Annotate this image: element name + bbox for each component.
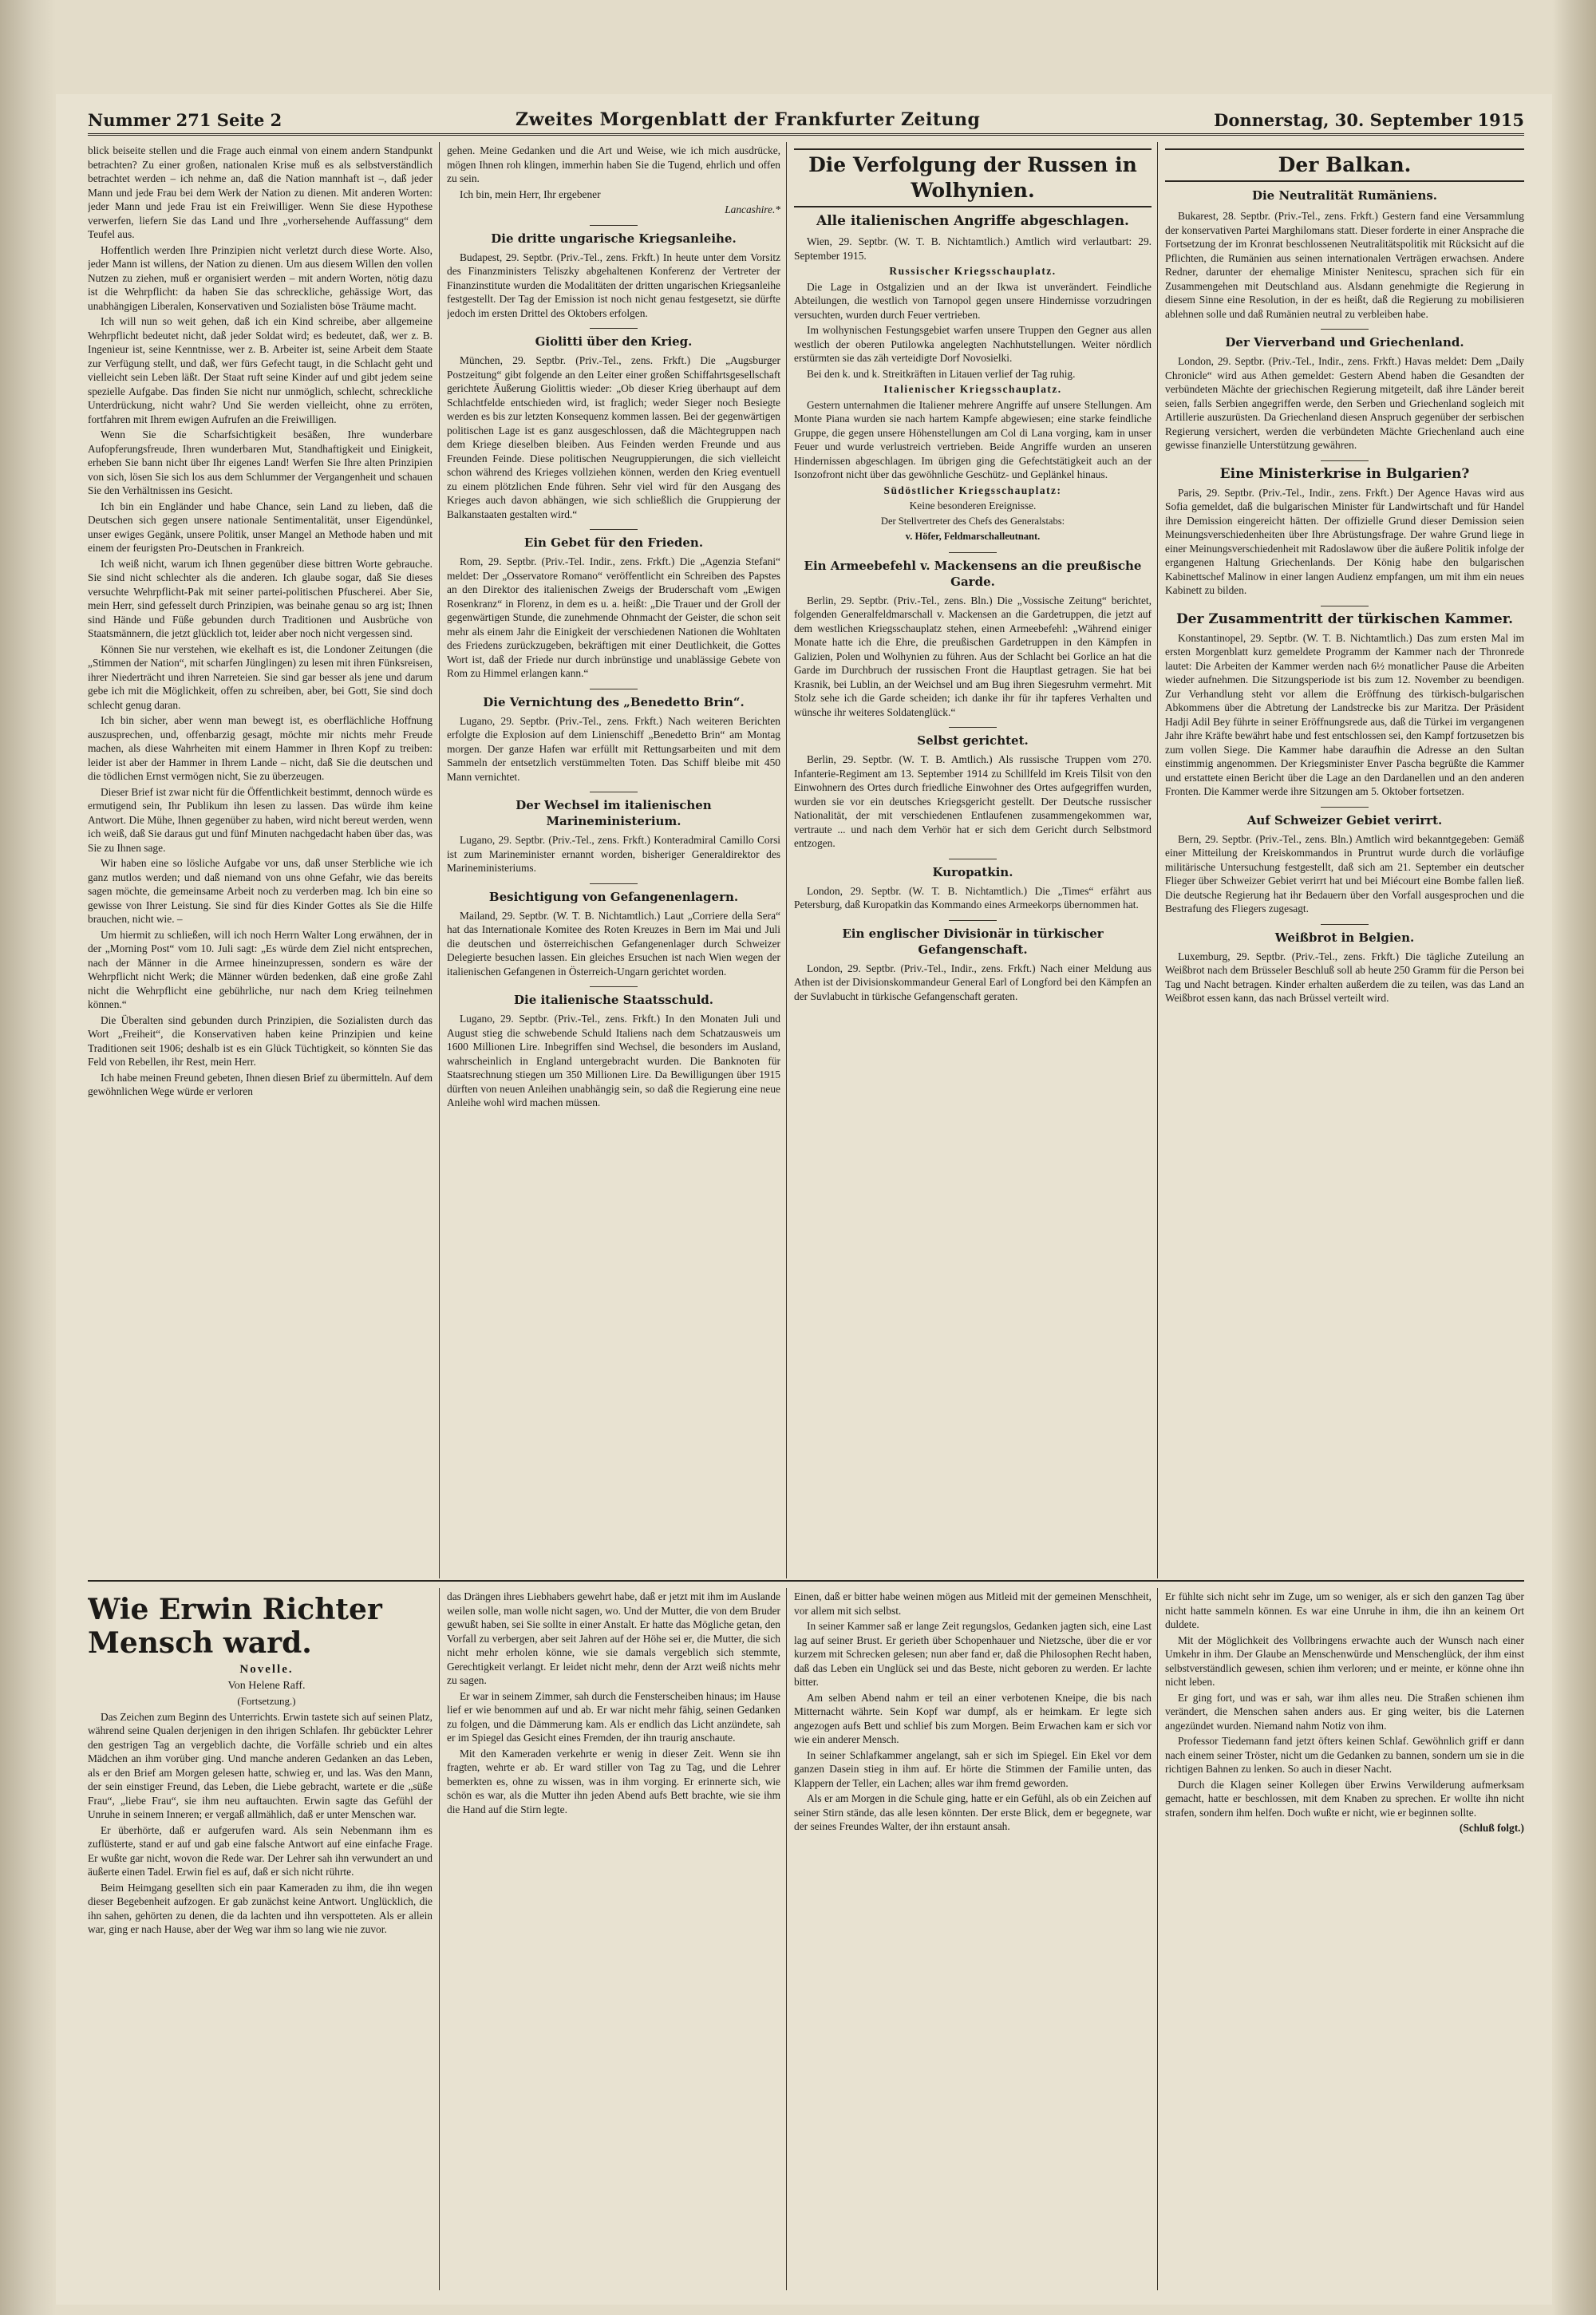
story-paragraph: Durch die Klagen seiner Kollegen über Erwins Verwilderung aufmerksam gemacht, hatte er beschlossen, mit dem Knaben zu sprechen. Er wollte ihn nicht strafen, sondern ihm helfen. Doch wußte er nicht, wie er beginnen sollte. <box>1165 1778 1524 1819</box>
section-label: Italienischer Kriegsschauplatz. <box>883 383 1062 395</box>
column-rule <box>439 1588 440 2290</box>
headline-naval-ministry: Der Wechsel im italienischen Marineministerium. <box>447 792 780 829</box>
column-3 <box>794 144 1152 1576</box>
article-paragraph: Lugano, 29. Septbr. (Priv.-Tel., zens. Frkft.) Konteradmiral Camillo Corsi ist zum Marineminister ernannt worden, bisheriger Generaldirektor des Marineministeriums. <box>447 834 780 874</box>
article-paragraph: Ich bin ein Engländer und habe Chance, sein Land zu lieben, daß die Deutschen sich gegen unsere nationale Sentimentalität, unser Eigendünkel, unser ewiges Gegänk, unsere Politik, unser Mangel an Methode haben und mit einem der feurigsten Pro-Deutschen in Frankreich. <box>88 500 433 554</box>
feuilleton-title: Wie Erwin Richter Mensch ward. <box>88 1593 382 1660</box>
story-paragraph: Am selben Abend nahm er teil an einer verbotenen Kneipe, die bis nach Mitternacht währte. Sein Kopf war dumpf, als er heimkam. Er legte sich angezogen aufs Bett und schlief bis zum Morgen. Beim Erwachen kam er sich vor wie ein anderer Mensch. <box>794 1691 1152 1745</box>
story-paragraph: Mit den Kameraden verkehrte er wenig in dieser Zeit. Wenn sie ihn fragten, wehrte er ab. Er ward stiller von Tag zu Tag, und die Lehrer bemerkten es, ohne zu wissen, was in ihm vorging. Er erinnerte sich, wie schön es war, als die Mutter ihn jeden Abend aufs Bett brachte, wie sie ihm die Hand auf die Stirn legte. <box>447 1747 780 1815</box>
story-paragraph: Er war in seinem Zimmer, sah durch die Fensterscheiben hinaus; im Hause lief er wie benommen auf und ab. Er war nicht mehr fähig, seinen Gedanken zu folgen, und die Dämmerung kam. Als er endlich das Licht anzündete, sah er im Spiegel das Gesicht eines Fremden, der ihn traurig anschaute. <box>447 1689 780 1744</box>
article-paragraph: Um hiermit zu schließen, will ich noch Herrn Walter Long erwähnen, der in der „Morning Post“ vom 10. Juli sagt: „Es würde dem Ziel nicht entsprechen, nach der Männer in die Armee hineinzupressen, sondern es wäre der Wehrpflicht nicht Werk; die Männer würden bedenken, daß eine große Zahl nicht die Wehrpflicht eine gebührliche, nur nach dem Krieg teilnehmen können.“ <box>88 928 433 1010</box>
section-label: Russischer Kriegsschauplatz. <box>889 265 1057 277</box>
story-paragraph: das Drängen ihres Liebhabers gewehrt habe, daß er jetzt mit ihm im Auslande weilen solle, man wolle nicht sagen, wo. Und der Mutter, die von dem Bruder gewußt haben, sei Sie sollte in einer Anstalt. Er hatte das Mögliche getan, den Vorfall zu verbergen, aber seit Jahren auf der Höhe sei er, die Mutter, die sich nicht mehr erholen könne, wie sie damals vergeblich sich stemmte, Gerechtigkeit verlangt. Er leidet nicht mehr, denn der Arzt weiß nichts mehr zu sagen. <box>447 1590 780 1686</box>
column-4 <box>1165 144 1524 1576</box>
headline-wolhynien: Die Verfolgung der Russen in Wolhynien. <box>794 148 1152 207</box>
article-paragraph: Wenn Sie die Scharfsichtigkeit besäßen, Ihre wunderbare Aufopferungsfreude, Ihren wunderbaren Mut, Standhaftigkeit und Einigkeit, erheben Sie bann nicht über Ihr eigenes Land! Werfen Sie Ihre alten Prinzipien von sich, lösen Sie sich los aus dem Schlummer der Vergangenheit und schauen Sie den Verhältnissen ins Gesicht. <box>88 429 433 496</box>
column-rule <box>786 142 787 1578</box>
signature-line: Der Stellvertreter des Chefs des Generalstabs: <box>880 515 1065 527</box>
article-paragraph: Wir haben eine so lösliche Aufgabe vor uns, daß unser Sterbliche wie ich ganz mutlos werden; und daß niemand von uns ohne Gefahr, wie das bereits sagen möchte, die gemeinsame Arbeit noch zu verderben mag. Ich bin eine so gewisse von Ihrer Leistung. Sie sind für dies Kinder Gottes als Sie die Hilfe brauchen, nicht wie. – <box>88 857 433 925</box>
column-rule <box>1157 1588 1158 2290</box>
article-paragraph: Können Sie nur verstehen, wie ekelhaft es ist, die Londoner Zeitungen (die „Stimmen der Nation“, mit scharfen Jünglingen) zu lesen mit ihren Fünksreisen, ihrer Niederträcht und ihren Narreteien. Sie sind gar besser als jene und darum gebe ich mit die Möglichkeit, offen zu schreiben, aber, bei Gott, Sie sind doch schlecht genug daran. <box>88 642 433 711</box>
headline-kuropatkin: Kuropatkin. <box>794 859 1152 880</box>
issue-date: Donnerstag, 30. September 1915 <box>1214 110 1524 130</box>
story-paragraph: Er überhörte, daß er aufgerufen ward. Als sein Nebenmann ihm es zuflüsterte, stand er auf und gab eine falsche Antwort auf eine einfache Frage. Er wußte gar nicht, wovon die Rede war. Der Lehrer sah ihn verwundert an und äußerte einen Tadel. Erwin fiel es auf, daß er sich nicht rührte. <box>88 1823 433 1878</box>
headline-prayer: Ein Gebet für den Frieden. <box>447 529 780 551</box>
story-paragraph: Einen, daß er bitter habe weinen mögen aus Mitleid mit der gemeinen Menschheit, vor allem mit sich selbst. <box>794 1590 1152 1617</box>
subheadline-italian-attacks: Alle italienischen Angriffe abgeschlagen. <box>816 213 1129 229</box>
article-paragraph: Berlin, 29. Septbr. (W. T. B. Amtlich.) Als russische Truppen vom 270. Infanterie-Regiment am 13. September 1914 zu Schillfeld im Kreis Tilsit von den Einwohnern des Ortes durch friedliche Einwohner des Ortes aufgegriffen wurden, wurden sie vor ein deutsches Kriegsgericht gestellt. Der Deutsche russischer Nationalität, der mit verschiedenen Entlaufenen zusammengekommen war, vertraute ... und nach dem Verhör hat er sich dem Gericht durch Selbstmord entzogen. <box>794 753 1152 849</box>
column-2 <box>447 144 780 1576</box>
article-paragraph: Im wolhynischen Festungsgebiet warfen unsere Truppen den Gegner aus allen westlich der oberen Putilowka angelegten Nachhutstellungen. Weiter nördlich erstürmten sie das zäh verteidigte Dorf Novosielki. <box>794 324 1152 364</box>
story-paragraph: Professor Tiedemann fand jetzt öfters keinen Schlaf. Gewöhnlich griff er dann nach einem seiner Tröster, nicht um die Gedanken zu bannen, sondern um sie in die richtigen Bahnen zu lenken. So auch in dieser Nacht. <box>1165 1735 1524 1775</box>
story-paragraph: Das Zeichen zum Beginn des Unterrichts. Erwin tastete sich auf seinen Platz, während seine Qualen derjenigen in den ihrigen Schlafen. Ihr gebückter Lehrer den gestrigen Tag an vergeblich dachte, die Vorfälle schrieb und ein altes Mädchen an ihm vorüber ging. Und manche anderen Gedanken an das Leben, als er den Brief am Morgen gelesen hatte, schwieg er, und las. Was den Mann, der sein einstiger Freund, das Leben, die Liebe gebracht, wartete er die „süße Frau“, „liebe Frau“, sie ihm neu auftauchten. Erwin sagte das Gefühl der Unruhe in seinem Inneren; er vergaß allmählich, daß er unter Menschen war. <box>88 1710 433 1820</box>
column-1 <box>88 144 433 1576</box>
article-paragraph: London, 29. Septbr. (W. T. B. Nichtamtlich.) Die „Times“ erfährt aus Petersburg, daß Kuropatkin das Kommando eines Armeekorps übernommen hat. <box>794 884 1152 911</box>
feuilleton-column-3 <box>794 1590 1152 2292</box>
to-be-continued: (Schluß folgt.) <box>1459 1822 1524 1834</box>
masthead <box>88 109 1524 136</box>
article-paragraph: Lugano, 29. Septbr. (Priv.-Tel., zens. Frkft.) In den Monaten Juli und August stieg die schwebende Schuld Italiens nach dem Schatzausweis um 1600 Millionen Lire. Inbegriffen sind Wechsel, die besonders im Ausland, wahrscheinlich in England untergebracht wurden. Die Banknoten für Staatsrechnung stiegen um 350 Millionen Lire. Da Bewilligungen über 1915 dürften von neuen Anleihen unabhängig sein, so daß die Regierung eine neue Anleihe wohl wird machen müssen. <box>447 1013 780 1108</box>
article-paragraph: Die Lage in Ostgalizien und an der Ikwa ist unverändert. Feindliche Abteilungen, die westlich von Tarnopol gegen unsere Hindernisse vorzudringen versuchten, wurden durch Feuer vertrieben. <box>794 280 1152 321</box>
feuilleton-divider <box>88 1580 1524 1582</box>
article-paragraph: Konstantinopel, 29. Septbr. (W. T. B. Nichtamtlich.) Das zum ersten Mal im ersten Morgenblatt kurz gemeldete Programm der Kammer nach der Thronrede lautet: Die Arbeiten der Kammer werden nach 6½ monatlicher Pause die Arbeiten wieder aufnehmen. Die Sitzungsperiode ist bis zum 12. November zu beendigen. Zur Verhandlung steht vor allem die Eröffnung des türkisch-bulgarischen Abkommens über die Abtretung der Landstrecke bis zur Maritza. Der Präsident Hadji Adil Bey führte in seiner Eröffnungsrede aus, daß die Türkei im vergangenen Jahr ihre Kräfte bewährt habe und fest entschlossen sei, den Kampf fortzusetzen bis zum vollen Siege. Die Kammer habe daraufhin die Adresse an den Sultan einstimmig angenommen. Der Kriegsminister Enver Pascha begrüßte die Kammer und erstattete einen Bericht über die Lage an den Dardanellen und an den anderen Fronten. Die Kammer werde ihre Sitzungen am 5. Oktober fortsetzen. <box>1165 631 1524 797</box>
section-label: Südöstlicher Kriegsschauplatz: <box>883 484 1062 496</box>
signature-line: v. Höfer, Feldmarschalleutnant. <box>905 531 1041 542</box>
article-paragraph: Rom, 29. Septbr. (Priv.-Tel. Indir., zens. Frkft.) Die „Agenzia Stefani“ meldet: Der „Osservatore Romano“ veröffentlicht ein Schreiben des Papstes an den Direktor des italienischen Zweigs der Bruderschaft vom „Ewigen Rosenkranz“ in Florenz, in dem es u. a. heißt: „Die Trauer und der Groll der gegenwärtigen Stunde, die zunehmende Ohnmacht der Geister, die schon seit mehr als einem Jahr die Einigkeit der verschiedenen Nationen die Wohltaten des Friedens zurückzugeben, bekräftigen mit einer Deutlichkeit, die Gottes Wort ist, daß der Friede nur durch inbrünstige und unablässige Gebete von Rom zu Himmel erlangen kann.“ <box>447 555 780 679</box>
headline-giolitti: Giolitti über den Krieg. <box>447 328 780 350</box>
story-paragraph: In seiner Kammer saß er lange Zeit regungslos, Gedanken jagten sich, eine Last lag auf seiner Brust. Er gerieth über Schopenhauer und Nietzsche, über die er vor kurzem mit Schrecken gelesen; nun aber fand er, daß die Philosophen Recht haben, daß das Leben ein Unglück sei und das Beste, nicht geboren zu werden. Er lachte bitter. <box>794 1620 1152 1688</box>
article-paragraph: Ich bin sicher, aber wenn man bewegt ist, es oberflächliche Hoffnung auszusprechen, und, offenbarzig gesagt, möchte mir nichts mehr Freude machen, als diese Wahrheiten mit einem Hammer in Ihren Kopf zu treiben: leider ist aber der Hammer in Ihrem Lande – nicht, daß Sie die deutschen und die tödlichen Ernst vermögen nicht, Sie zu überzeugen. <box>88 714 433 782</box>
feuilleton-column-2 <box>447 1590 780 2292</box>
article-paragraph: Ich habe meinen Freund gebeten, Ihnen diesen Brief zu übermitteln. Auf dem gewöhnlichen Wege würde er verloren <box>88 1071 433 1097</box>
article-paragraph: Wien, 29. Septbr. (W. T. B. Nichtamtlich.) Amtlich wird verlautbart: 29. September 1915. <box>794 235 1152 262</box>
page-edge-shadow <box>1552 0 1596 2315</box>
story-paragraph: Mit der Möglichkeit des Vollbringens erwachte auch der Wunsch nach einer Umkehr in ihm. Der Glaube an Menschenwürde und Menschenglück, der ihm einst selbstverständlich gewesen, schien ihm verloren; und er meinte, er könne ohne ihn nicht leben. <box>1165 1634 1524 1688</box>
headline-english-divisional: Ein englischer Divisionär in türkischer Gefangenschaft. <box>794 920 1152 958</box>
headline-bulgaria: Eine Ministerkrise in Bulgarien? <box>1165 460 1524 482</box>
headline-benedetto-brin: Die Vernichtung des „Benedetto Brin“. <box>447 689 780 710</box>
article-paragraph: Berlin, 29. Septbr. (Priv.-Tel., zens. Bln.) Die „Vossische Zeitung“ berichtet, folgenden Generalfeldmarschall v. Mackensen an die Gardetruppen, die jetzt auf dem westlichen Kriegsschauplatz stehen, einen Armeebefehl: „Während einiger Monate hatte ich die Ehre, die preußischen Gardetruppen in den Kämpfen in Galizien, Polen und Wolhynien zu führen. Aus der Schlacht bei Gorlice an hat die Garde im Durchbruch der russischen Front die Hauptlast getragen. Sie hat bei Krasnik, bei Lublin, an der Weichsel und am Bug ihren Siegesruhm vermehrt. Mit Stolz sehe ich die Garde scheiden; ich danke ihr für ihr tapferes Verhalten und wünsche ihr weiteres Soldatenglück.“ <box>794 594 1152 718</box>
article-paragraph: Dieser Brief ist zwar nicht für die Öffentlichkeit bestimmt, dennoch würde es ermutigend sein, Ihr Publikum ihn lesen zu lassen. Das würde ihm keine Antwort. Die Mühe, Ihnen gegenüber zu haben, wird nicht bereut werden, wenn ich weiß, daß Sie daraus gut und fünf Minuten nachgedacht haben über das, was Sie zu Ihnen sage. <box>88 785 433 854</box>
story-paragraph: Er fühlte sich nicht sehr im Zuge, um so weniger, als er sich den ganzen Tag über nicht hatte sammeln können. Es war eine Unruhe in ihm, die ihn an keinem Ort duldete. <box>1165 1590 1524 1630</box>
issue-number: Nummer 271 Seite 2 <box>88 110 282 130</box>
column-rule <box>786 1588 787 2290</box>
article-paragraph: Die Überalten sind gebunden durch Prinzipien, die Sozialisten durch das Wort „Freiheit“, die Konservativen haben keine Prinzipien und keine Traditionen seit 1906; deshalb ist es ein Glück Tüchtigkeit, so könnten Sie das Feld von Rebellen, ihr Rest, mein Herr. <box>88 1013 433 1068</box>
article-paragraph: Mailand, 29. Septbr. (W. T. B. Nichtamtlich.) Laut „Corriere della Sera“ hat das Internationale Komitee des Roten Kreuzes in Bern im Mai und Juli die deutschen und österreichischen Gefangenenlager durch Schweizer Delegierte besuchen lassen. Ein gleiches Ersuchen ist nach Wien wegen der italienischen Gefangenen in Österreich-Ungarn gerichtet worden. <box>447 909 780 978</box>
headline-swiss: Auf Schweizer Gebiet verirrt. <box>1165 807 1524 828</box>
article-paragraph: blick beiseite stellen und die Frage auch einmal von einem andern Standpunkt betrachten? Zu einer großen, nationalen Krise muß es als selbstverständlich betrachtet werden – ich nehme an, daß die Nation mannhaft ist –, daß jeder Mann und jede Frau bei dem Werk der Nation zu dienen. Mit anderen Worten: jeder Mann und jede Frau ist ein Freiwilliger. Wenn Sie diese Hypothese verwerfen, liefern Sie das Land und Ihre „vorhersehende Auffassung“ dem Teufel aus. <box>88 144 433 240</box>
article-paragraph: London, 29. Septbr. (Priv.-Tel., Indir., zens. Frkft.) Havas meldet: Dem „Daily Chronicle“ wird aus Athen gemeldet: Gestern Abend haben die Gesandten der verbündeten Mächte der griechischen Regierung mitgeteilt, daß ihre Länder bereit seien, falls Serbien angegriffen werde, den Serben und Griechenland sogleich mit Artillerie auszurüsten. Da Griechenland diesen Anspruch gegenüber der serbischen Regierung versichert, werden die verbündeten Mächte Griechenland auch eine gewisse finanzielle Unterstützung gewähren. <box>1165 355 1524 451</box>
letter-signature: Lancashire.* <box>725 203 780 215</box>
feuilleton-continued: (Fortsetzung.) <box>237 1695 296 1707</box>
story-paragraph: Als er am Morgen in die Schule ging, hatte er ein Gefühl, als ob ein Zeichen auf seiner Stirn stände, das alle lesen könnten. Der erste Blick, dem er begegnete, war der seines Freundes Walter, der ihn erstaunt ansah. <box>794 1792 1152 1832</box>
headline-white-bread: Weißbrot in Belgien. <box>1165 924 1524 946</box>
headline-state-debt: Die italienische Staatsschuld. <box>447 986 780 1008</box>
feuilleton-author: Von Helene Raff. <box>227 1679 306 1692</box>
subheadline-romania: Die Neutralität Rumäniens. <box>1251 188 1438 203</box>
article-paragraph: Ich weiß nicht, warum ich Ihnen gegenüber diese bittren Worte gebrauche. Sie sind nicht schlechter als die anderen. Ich glaube sogar, daß Sie dieses versuchte Wehrpflicht-Pak mit seiner partei-politischen Pfuscherei. Aber Sie, mein Herr, sind gefesselt durch Prinzipien, was beinahe genau so arg ist; Ihnen sind Hände und Füße gebunden durch Traditionen und Ausbrüche von Staatsmännern, die jetzt glücklich tot, leider aber noch nicht vergessen sind. <box>88 557 433 639</box>
headline-war-loan: Die dritte ungarische Kriegsanleihe. <box>447 225 780 247</box>
article-paragraph: Gestern unternahmen die Italiener mehrere Angriffe auf unsere Stellungen. Am Monte Piana wurden sie nach hartem Kampfe abgewiesen; eine starke feindliche Gruppe, die gegen unsere Höhenstellungen am Col di Lana vorging, kam in unser Feuer und wurde verlustreich vertrieben. Beide Angriffe wurden an unseren Hindernissen abgeschlagen. Im übrigen ging die Gefechtstätigkeit auch an der Isonzofront nicht über das gewöhnliche Geschütz- und Geplänkel hinaus. <box>794 398 1152 480</box>
edition-title: Zweites Morgenblatt der Frankfurter Zeitung <box>516 109 981 130</box>
headline-prison-camps: Besichtigung von Gefangenenlagern. <box>447 883 780 905</box>
article-paragraph: München, 29. Septbr. (Priv.-Tel., zens. Frkft.) Die „Augsburger Postzeitung“ gibt folgende an den Leiter einer großen Schiffahrtsgesellschaft gerichtete Äußerung Giolittis wieder: „Ob dieser Krieg überhaupt auf dem Schlachtfelde entschieden wird, ist fraglich; weder Sieger noch Besiegte werden es bis zur letzten Konsequenz kommen lassen. Bei der gegenwärtigen politischen Lage ist es ganz ausgeschlossen, daß die Mächtegruppen nach dem Kriege dieselben bleiben. Aus Feinden werden Freunde und aus Freunden Feinde. Diese politischen Neugruppierungen, die sich vielleicht schon während des Krieges vollziehen können, werden den Krieg eventuell zu einem plötzlichen Ende führen. Sehr viel wird für den Ausgang des Krieges auch davon abhängen, wie sich schließlich die Gruppierung der Balkanstaaten gestalten wird.“ <box>447 354 780 520</box>
page-binding-shadow <box>0 0 56 2315</box>
article-paragraph: gehen. Meine Gedanken und die Art und Weise, wie ich mich ausdrücke, mögen Ihnen roh klingen, immerhin haben Sie die Tugend, ehrlich und offen zu sein. <box>447 144 780 184</box>
article-paragraph: Ich will nun so weit gehen, daß ich ein Kind schreibe, aber allgemeine Wehrpflicht bedeutet nicht, daß jeder Soldat wird; es bedeutet, daß, wer z. B. Ingenieur ist, seine Kenntnisse, wer z. B. Arbeiter ist, seine Arbeit dem Staate zur Verfügung stellt, und daß, wer fürs Gefecht taugt, in die Schlacht geht und vielleicht sein Leben läßt. Der Staat ruft seine Kinder auf und gibt jedem seine spezielle Aufgabe. Das finden Sie nicht nur unmöglich, schlecht, schreckliche Unterdrückung, nicht wahr? Und Sie werden vielleicht, ohne zu erröten, fortfahren mit Ihrem ewigen Aufrufen an die Freiwilligen. <box>88 315 433 425</box>
headline-turkish-chamber: Der Zusammentritt der türkischen Kammer. <box>1165 606 1524 627</box>
article-paragraph: Bukarest, 28. Septbr. (Priv.-Tel., zens. Frkft.) Gestern fand eine Versammlung der konservativen Partei Marghilomans statt. Dieser forderte in einer Ansprache die Fortsetzung der im Kronrat beschlossenen Neutralitätspolitik mit Rücksicht auf die Pflichten, die Rumänien aus seinen internationalen Verträgen erwachsen. Andere Redner, darunter der ehemalige Minister Nenitescu, sprachen sich für ein Zusammengehen mit Deutschland aus. Alsdann genehmigte die Regierung in diesem Sinne eine Resolution, in der es heißt, daß die Regierung zu mobilisieren ablehnen solle und daß Rumänien neutral zu verbleiben habe. <box>1165 210 1524 320</box>
article-paragraph: Ich bin, mein Herr, Ihr ergebener <box>460 188 601 200</box>
article-paragraph: Keine besonderen Ereignisse. <box>909 500 1037 512</box>
column-rule <box>1157 142 1158 1578</box>
article-paragraph: Paris, 29. Septbr. (Priv.-Tel., Indir., zens. Frkft.) Der Agence Havas wird aus Sofia gemeldet, daß die bulgarischen Minister für Landwirtschaft und für Handel ihre Demission eingereicht hätten. Der offizielle Grund dieser Demission seien Meinungsverschiedenheiten über Ihre Abrüstungsfrage. Der wahre Grund liege in einer Meinungsverschiedenheit mit Radoslawow über die äußere Politik infolge der ergangenen Haltung Griechenlands. Der König habe den bulgarischen Kabinettschef Malinow in einer langen Audienz empfangen, um mit ihm ein neues Kabinett zu bilden. <box>1165 486 1524 596</box>
article-paragraph: Lugano, 29. Septbr. (Priv.-Tel., zens. Frkft.) Nach weiteren Berichten erfolgte die Explosion auf dem Linienschiff „Benedetto Brin“ am Montag morgen. Der ganze Hafen war erfüllt mit Rettungsarbeiten und mit dem Sammeln der entsetzlich verstümmelten Toten. Das Schiff bleibe mit 450 Mann vernichtet. <box>447 714 780 783</box>
article-paragraph: Luxemburg, 29. Septbr. (Priv.-Tel., zens. Frkft.) Die tägliche Zuteilung an Weißbrot nach dem Brüsseler Beschluß soll ab heute 250 Gramm für die Person bei Tag und Nacht betragen. Kinder erhalten außerdem die zu teilen, was das Land an Weißbrot essen kann, das nach Brüssel verteilt wird. <box>1165 950 1524 1004</box>
story-paragraph: In seiner Schlafkammer angelangt, sah er sich im Spiegel. Ein Ekel vor dem ganzen Dasein stieg in ihm auf. Er hörte die Stimmen der Familie unten, das Klappern der Teller, ein Lachen; alles war ihm fremd geworden. <box>794 1748 1152 1789</box>
article-paragraph: Bern, 29. Septbr. (Priv.-Tel., zens. Bln.) Amtlich wird bekanntgegeben: Gemäß einer Mitteilung der Kreiskommandos in Pruntrut wurde durch die vorläufige militärische Untersuchung festgestellt, daß sich am 21. September ein deutscher Flieger über Schweizer Gebiet verirrt hat und bei Miécourt eine Bombe fallen ließ. Die deutsche Regierung hat ihr Bedauern über den Vorfall ausgesprochen und die Bestrafung des Fliegers zugesagt. <box>1165 832 1524 915</box>
headline-self-judged: Selbst gerichtet. <box>794 727 1152 749</box>
article-paragraph: Budapest, 29. Septbr. (Priv.-Tel., zens. Frkft.) In heute unter dem Vorsitz des Finanzministers Teliszky abgehaltenen Konferenz der Vertreter der Finanzinstitute wurden die Modalitäten der dritten ungarischen Kriegsanleihe festgestellt. Der Tag der Emission ist noch nicht genau festgesetzt, sie dürfte jedoch im ersten Drittel des Oktobers erfolgen. <box>447 251 780 319</box>
article-paragraph: London, 29. Septbr. (Priv.-Tel., Indir., zens. Frkft.) Nach einer Meldung aus Athen ist der Divisionskommandeur General Earl of Longford bei den Kämpfen an der Suvlabucht in türkische Gefangenschaft geraten. <box>794 962 1152 1002</box>
article-paragraph: Bei den k. und k. Streitkräften in Litauen verlief der Tag ruhig. <box>807 367 1076 380</box>
feuilleton-genre: Novelle. <box>239 1663 294 1676</box>
headline-mackensen: Ein Armeebefehl v. Mackensens an die preußische Garde. <box>794 552 1152 590</box>
feuilleton-column-4 <box>1165 1590 1524 2292</box>
story-paragraph: Beim Heimgang gesellten sich ein paar Kameraden zu ihm, die ihn wegen dieser Begebenheit aufzogen. Er gab zunächst keine Antwort. Unglücklich, die ihn sahen, gehörten zu denen, die da lachten und ihn verspotteten. Als er allein war, ging er nach Hause, aber der Weg war ihm so lang wie nie zuvor. <box>88 1881 433 1935</box>
feuilleton-column-1 <box>88 1590 433 2292</box>
headline-balkan: Der Balkan. <box>1165 148 1524 182</box>
column-rule <box>439 142 440 1578</box>
story-paragraph: Er ging fort, und was er sah, war ihm alles neu. Die Straßen schienen ihm verändert, die Menschen sahen anders aus. Er ging weiter, bis die Laternen angezündet wurden. Niemand nahm Notiz von ihm. <box>1165 1691 1524 1732</box>
article-paragraph: Hoffentlich werden Ihre Prinzipien nicht verletzt durch diese Worte. Also, jeder Mann ist willens, der Nation zu dienen. Um aus diesem Willen den vollen Nutzen zu ziehen, muß er organisiert werden – mit andern Worten, nötig dazu ist die Wehrpflicht: da haben Sie das schreckliche, gehässige Wort, das unabhängigen Liberalen, Konservativen und Sozialisten böse Träume macht. <box>88 243 433 312</box>
headline-greece: Der Vierverband und Griechenland. <box>1165 329 1524 350</box>
